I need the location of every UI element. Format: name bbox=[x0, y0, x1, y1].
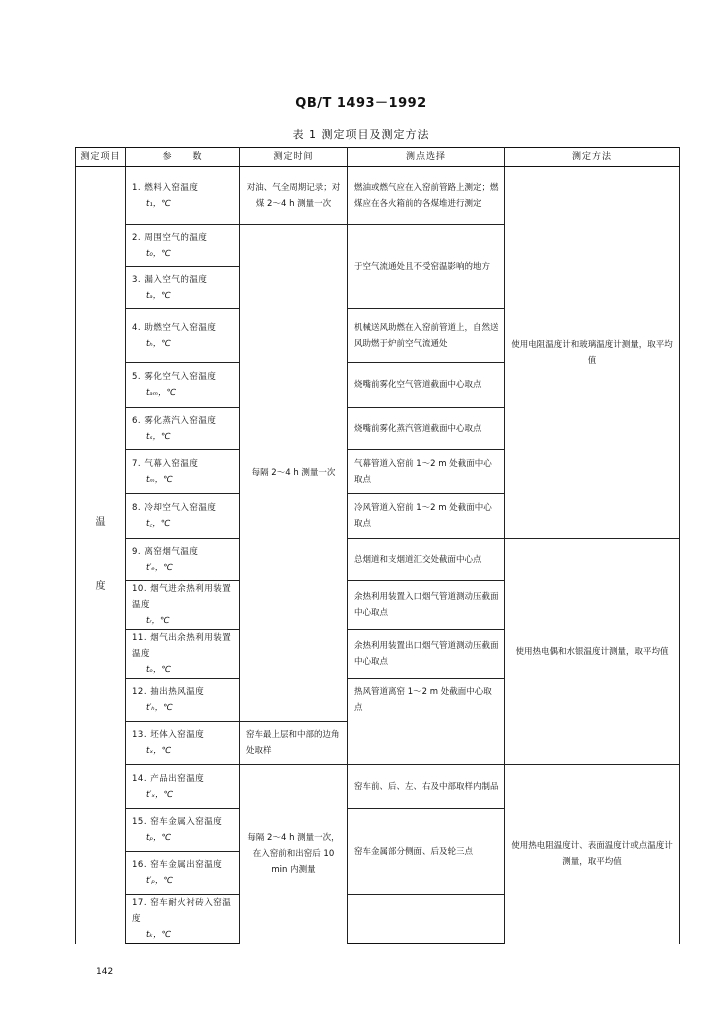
param-cell: 5. 雾化空气入窑温度 tₐₘ，℃ bbox=[126, 363, 240, 408]
param-cell: 7. 气幕入窑温度 tₘ，℃ bbox=[126, 450, 240, 494]
table-caption: 表 1 测定项目及测定方法 bbox=[292, 128, 430, 141]
table-row bbox=[76, 765, 680, 809]
point-cell: 烧嘴前雾化蒸汽管道截面中心取点 bbox=[348, 408, 505, 450]
point-cell: 于空气流通处且不受窑温影响的地方 bbox=[348, 225, 505, 309]
table-header-row bbox=[76, 148, 680, 167]
param-cell: 14. 产品出窑温度 t′ₓ，℃ bbox=[126, 765, 240, 809]
measurement-table bbox=[75, 147, 680, 944]
param-cell: 13. 坯体入窑温度 tₓ，℃ bbox=[126, 722, 240, 765]
point-cell bbox=[348, 895, 505, 944]
point-cell: 窑车最上层和中部的边角处取样 bbox=[240, 722, 348, 765]
method-cell: 使用热电阻温度计、表面温度计或点温度计测量，取平均值 bbox=[505, 765, 680, 944]
page-number: 142 bbox=[96, 967, 114, 977]
param-cell: 3. 漏入空气的温度 tₐ，℃ bbox=[126, 267, 240, 309]
point-cell: 机械送风助燃在入窑前管道上，自然送风助燃于炉前空气流通处 bbox=[348, 309, 505, 363]
column-header: 测定项目 bbox=[76, 148, 126, 167]
column-header: 测定时间 bbox=[240, 148, 348, 167]
point-cell: 余热利用装置入口烟气管道测动压截面中心取点 bbox=[348, 581, 505, 630]
point-cell: 气幕管道入窑前 1～2 m 处截面中心取点 bbox=[348, 450, 505, 494]
param-cell: 2. 周围空气的温度 t₀，℃ bbox=[126, 225, 240, 267]
point-cell: 热风管道离窑 1～2 m 处截面中心取点 bbox=[348, 679, 505, 722]
table-row bbox=[76, 539, 680, 581]
time-cell: 对油、气全周期记录；对煤 2～4 h 测量一次 bbox=[240, 167, 348, 225]
time-cell: 每隔 2～4 h 测量一次，在入窑前和出窑后 10 min 内测量 bbox=[240, 765, 348, 944]
param-cell: 10. 烟气进余热利用装置温度 tᵣ，℃ bbox=[126, 581, 240, 630]
param-cell: 9. 离窑烟气温度 t′ₑ，℃ bbox=[126, 539, 240, 581]
param-cell: 16. 窑车金属出窑温度 t′ₚ，℃ bbox=[126, 852, 240, 895]
param-cell: 15. 窑车金属入窑温度 tₚ，℃ bbox=[126, 809, 240, 852]
column-header: 参 数 bbox=[126, 148, 240, 167]
param-cell: 12. 抽出热风温度 t′ₕ，℃ bbox=[126, 679, 240, 722]
column-header: 测点选择 bbox=[348, 148, 505, 167]
param-cell: 6. 雾化蒸汽入窑温度 tₛ，℃ bbox=[126, 408, 240, 450]
table-row bbox=[76, 167, 680, 225]
column-header: 测定方法 bbox=[505, 148, 680, 167]
point-cell: 窑车前、后、左、右及中部取样内制品 bbox=[348, 765, 505, 809]
time-cell: 每隔 2～4 h 测量一次 bbox=[240, 225, 348, 722]
param-cell: 8. 冷却空气入窑温度 t꜀，℃ bbox=[126, 494, 240, 539]
point-cell: 燃油或燃气应在入窑前管路上测定；燃煤应在各火箱前的各煤堆进行测定 bbox=[348, 167, 505, 225]
param-cell: 1. 燃料入窑温度 t₁，℃ bbox=[126, 167, 240, 225]
param-cell: 17. 窑车耐火衬砖入窑温度 tₖ，℃ bbox=[126, 895, 240, 944]
param-cell: 4. 助燃空气入窑温度 tₕ，℃ bbox=[126, 309, 240, 363]
point-cell: 烧嘴前雾化空气管道截面中心取点 bbox=[348, 363, 505, 408]
item-cell-temperature: 温 度 bbox=[76, 167, 126, 944]
standard-header: QB/T 1493－1992 bbox=[295, 96, 427, 111]
point-cell: 冷风管道入窑前 1～2 m 处截面中心取点 bbox=[348, 494, 505, 539]
point-cell: 总烟道和支烟道汇交处截面中心点 bbox=[348, 539, 505, 581]
method-cell: 使用电阻温度计和玻璃温度计测量，取平均值 bbox=[505, 167, 680, 539]
param-cell: 11. 烟气出余热利用装置温度 tₒ，℃ bbox=[126, 630, 240, 679]
point-cell: 窑车金属部分侧面、后及轮三点 bbox=[348, 809, 505, 895]
method-cell: 使用热电偶和水银温度计测量，取平均值 bbox=[505, 539, 680, 765]
point-cell: 余热利用装置出口烟气管道测动压截面中心取点 bbox=[348, 630, 505, 679]
